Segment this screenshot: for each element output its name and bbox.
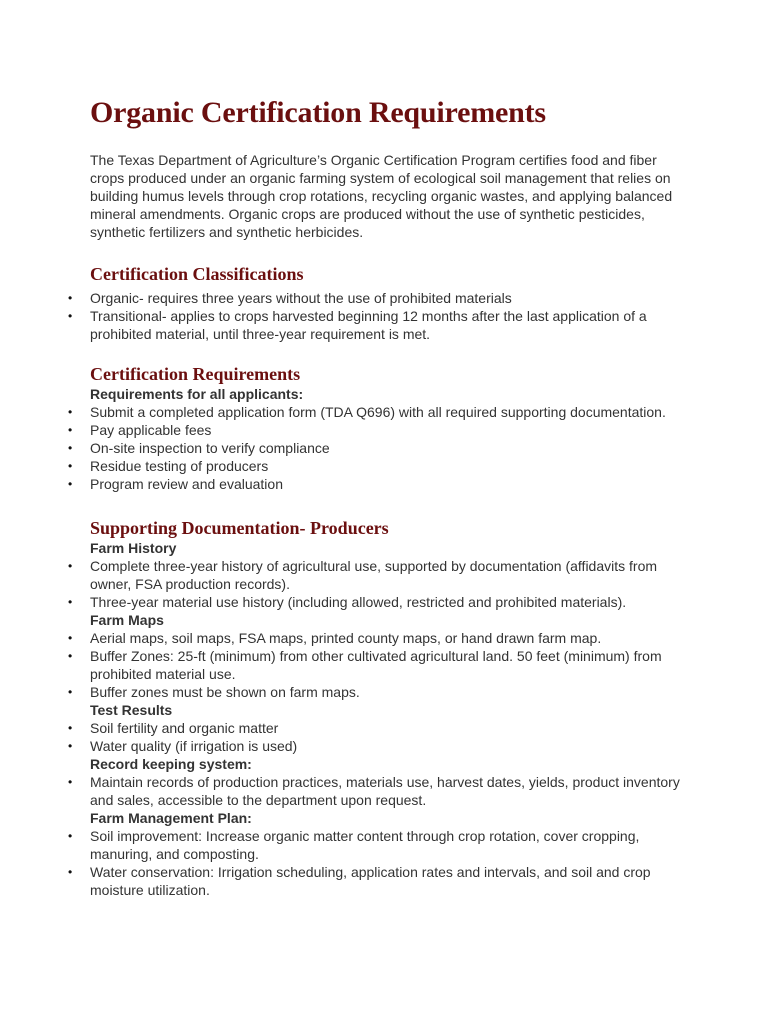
- intro-paragraph: The Texas Department of Agriculture’s Organic Certification Program certifies food and fiber crops produced under an organic farming system of ecological soil management that relies on building humus levels through crop rotations, recycling organic wastes, and applying balanced mineral amendments. Organic crops are produced without the use of synthetic pesticides, synthetic fertilizers and synthetic herbicides.: [90, 152, 673, 240]
- list-item: • Organic- requires three years without the use of prohibited materials: [68, 290, 512, 306]
- bullet-icon: •: [68, 477, 73, 491]
- bullet-icon: •: [68, 865, 73, 879]
- bullet-icon: •: [68, 291, 73, 305]
- list-item: • Soil improvement: Increase organic matter content through crop rotation, cover cropping, manuring, and composting.: [68, 828, 640, 862]
- list-item: • Buffer zones must be shown on farm maps.: [68, 684, 360, 700]
- list-item: • Maintain records of production practices, materials use, harvest dates, yields, product inventory and sales, accessible to the department upon request.: [68, 774, 680, 808]
- test-results-label: Test Results: [90, 702, 173, 718]
- farm-maps-list: [68, 629, 690, 701]
- bullet-icon: •: [68, 595, 73, 609]
- farm-management-list: [68, 827, 690, 899]
- list-item: • Program review and evaluation: [68, 476, 283, 492]
- requirements-heading: Certification Requirements: [90, 364, 301, 384]
- farm-history-list: [68, 557, 690, 611]
- list-item: • Three-year material use history (including allowed, restricted and prohibited materials).: [68, 594, 627, 610]
- list-item: • Submit a completed application form (TDA Q696) with all required supporting documentation.: [68, 404, 666, 420]
- classifications-list: [68, 289, 690, 343]
- list-item: • Transitional- applies to crops harvested beginning 12 months after the last application of a prohibited material, until three-year requirement is met.: [68, 308, 647, 342]
- farm-maps-label: Farm Maps: [90, 612, 164, 628]
- bullet-icon: •: [68, 559, 73, 573]
- document-content: [68, 95, 690, 899]
- bullet-icon: •: [68, 775, 73, 789]
- bullet-icon: •: [68, 721, 73, 735]
- bullet-icon: •: [68, 685, 73, 699]
- list-item: • Soil fertility and organic matter: [68, 720, 279, 736]
- bullet-icon: •: [68, 423, 73, 437]
- farm-history-label: Farm History: [90, 540, 177, 556]
- list-item: • Aerial maps, soil maps, FSA maps, printed county maps, or hand drawn farm map.: [68, 630, 602, 646]
- test-results-list: [68, 719, 690, 755]
- producers-heading: Supporting Documentation- Producers: [90, 518, 389, 538]
- record-keeping-list: [68, 773, 690, 809]
- requirements-list: [68, 403, 690, 493]
- list-item: • Complete three-year history of agricultural use, supported by documentation (affidavits from owner, FSA production records).: [68, 558, 658, 592]
- bullet-icon: •: [68, 631, 73, 645]
- requirements-subheading: Requirements for all applicants:: [90, 386, 304, 402]
- page-title: Organic Certification Requirements: [90, 96, 546, 129]
- list-item: • Buffer Zones: 25-ft (minimum) from other cultivated agricultural land. 50 feet (minimum) from prohibited material use.: [68, 648, 662, 682]
- bullet-icon: •: [68, 829, 73, 843]
- bullet-icon: •: [68, 459, 73, 473]
- list-item: • Pay applicable fees: [68, 422, 212, 438]
- bullet-icon: •: [68, 309, 73, 323]
- list-item: • Water quality (if irrigation is used): [68, 738, 298, 754]
- list-item: • Water conservation: Irrigation scheduling, application rates and intervals, and soil and crop moisture utilization.: [68, 864, 651, 898]
- bullet-icon: •: [68, 649, 73, 663]
- bullet-icon: •: [68, 441, 73, 455]
- farm-management-label: Farm Management Plan:: [90, 810, 252, 826]
- bullet-icon: •: [68, 405, 73, 419]
- list-item: • On-site inspection to verify compliance: [68, 440, 330, 456]
- classifications-heading: Certification Classifications: [90, 264, 304, 284]
- list-item: • Residue testing of producers: [68, 458, 269, 474]
- record-keeping-label: Record keeping system:: [90, 756, 252, 772]
- bullet-icon: •: [68, 739, 73, 753]
